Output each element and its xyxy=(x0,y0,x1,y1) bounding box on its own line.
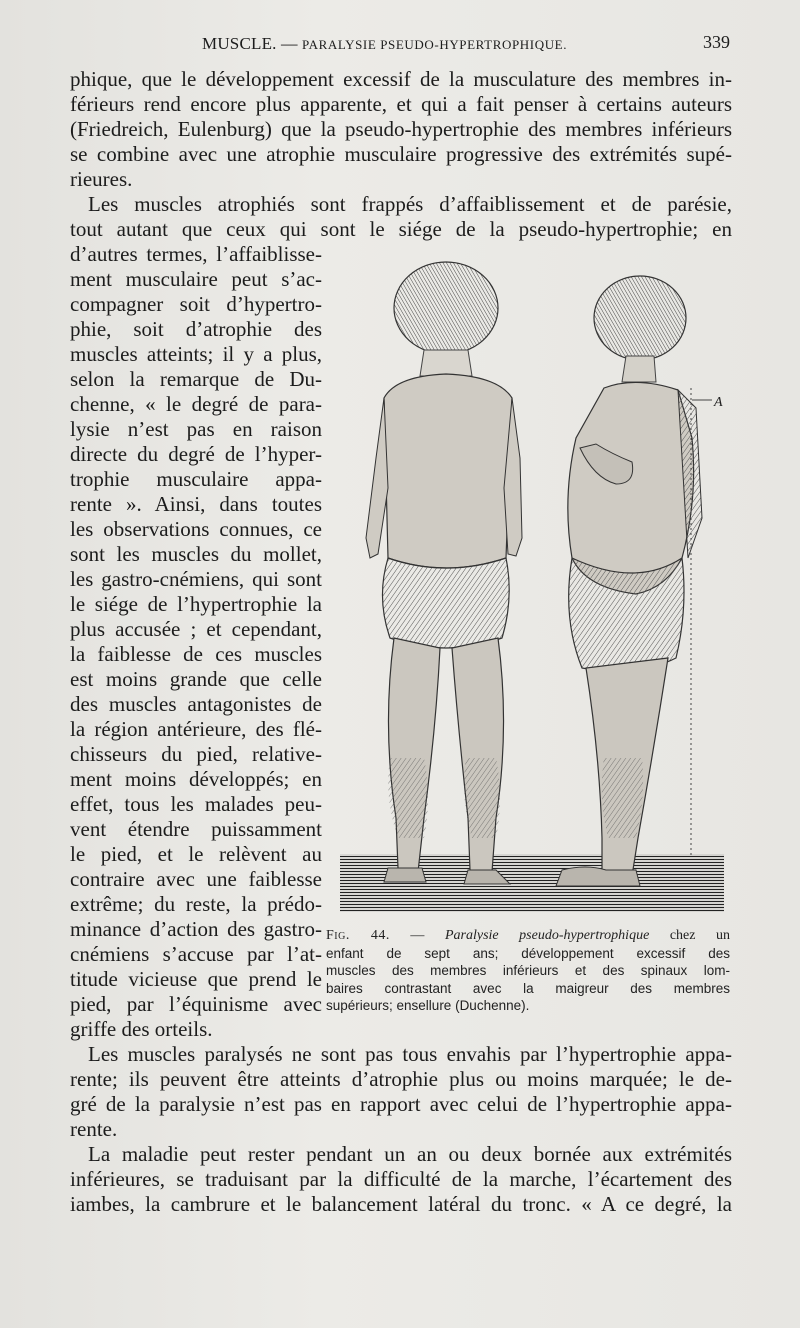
text-line: chisseurs du pied, relative- xyxy=(70,742,322,766)
text-line: compagner soit d’hypertro- xyxy=(70,292,322,316)
text-line: Les muscles paralysés ne sont pas tous envahis par l’hypertrophie appa- xyxy=(88,1042,732,1066)
text-line: griffe des orteils. xyxy=(70,1017,213,1041)
text-line: La maladie peut rester pendant un an ou deux bornée aux extrémités xyxy=(88,1142,732,1166)
text-line: lysie n’est pas en raison xyxy=(70,417,322,441)
text-line: rente. xyxy=(70,1117,118,1141)
page-number: 339 xyxy=(703,32,730,52)
text-line: se combine avec une atrophie musculaire progressive des extrémités supé- xyxy=(70,142,732,166)
text-line: Les muscles atrophiés sont frappés d’affaiblissement et de parésie, xyxy=(88,192,732,216)
text-line: minance d’action des gastro- xyxy=(70,917,322,941)
text-line: phique, que le développement excessif de la musculature des membres in- xyxy=(70,67,732,91)
text-line: directe du degré de l’hyper- xyxy=(70,442,322,466)
text-line: est moins grande que celle xyxy=(70,667,322,691)
text-line: iambes, la cambrure et le balancement latéral du tronc. « A ce degré, la xyxy=(70,1192,732,1216)
caption-label: Fig. 44. xyxy=(326,928,390,943)
text-line: les observations connues, ce xyxy=(70,517,322,541)
marker-label: A xyxy=(714,395,723,410)
caption-title: Paralysie pseudo-hypertrophique xyxy=(444,928,650,943)
text-line: la faiblesse de ces muscles xyxy=(70,642,322,666)
text-line: (Friedreich, Eulenburg) que la pseudo-hypertrophie des membres inférieurs xyxy=(70,117,732,141)
text-line: pied, par l’équinisme avec xyxy=(70,992,322,1016)
text-line: vent étendre puissamment xyxy=(70,817,322,841)
text-line: contraire avec une faiblesse xyxy=(70,867,322,891)
caption-first-tail: chez un xyxy=(669,928,731,943)
child-side-view xyxy=(556,276,702,886)
text-line: rente ». Ainsi, dans toutes xyxy=(70,492,322,516)
text-line: selon la remarque de Du- xyxy=(70,367,322,391)
caption-line: supérieurs; ensellure (Duchenne). xyxy=(326,998,530,1013)
text-line: la région antérieure, des flé- xyxy=(70,717,322,741)
text-line: le pied, et le relèvent au xyxy=(70,842,322,866)
caption-line: muscles des membres inférieurs et des spinaux lom- xyxy=(326,963,730,978)
text-line: inférieures, se traduisant par la difficulté de la marche, l’écartement des xyxy=(70,1167,732,1191)
text-line: d’autres termes, l’affaiblisse- xyxy=(70,242,322,266)
running-head-subtitle: PARALYSIE PSEUDO-HYPERTROPHIQUE. xyxy=(301,37,568,52)
text-line: rieures. xyxy=(70,167,133,191)
text-line: férieurs rend encore plus apparente, et qui a fait penser à certains auteurs xyxy=(70,92,732,116)
caption-line: enfant de sept ans; développement excessif des xyxy=(326,945,730,961)
text-line: cnémiens s’accuse par l’at- xyxy=(70,942,322,966)
caption-dash: — xyxy=(410,928,425,943)
caption-line: baires contrastant avec la maigreur des membres xyxy=(326,980,730,996)
child-back-view xyxy=(366,262,522,884)
text-line: tout autant que ceux qui sont le siége de la pseudo-hypertrophie; en xyxy=(70,217,732,241)
text-line: ment moins développés; en xyxy=(70,767,322,791)
text-line: chenne, « le degré de para- xyxy=(70,392,322,416)
text-line: des muscles antagonistes de xyxy=(70,692,322,716)
text-line: gré de la paralysie n’est pas en rapport avec celui de l’hypertrophie appa- xyxy=(70,1092,732,1116)
figure-engraving xyxy=(336,258,728,922)
text-line: extrême; du reste, la prédo- xyxy=(70,892,322,916)
text-line: titude vicieuse que prend le xyxy=(70,967,322,991)
text-line: phie, soit d’atrophie des xyxy=(70,317,322,341)
text-line: sont les muscles du mollet, xyxy=(70,542,322,566)
running-head-main: MUSCLE. xyxy=(202,34,277,53)
text-line: rente; ils peuvent être atteints d’atrophie plus ou moins marquée; le de- xyxy=(70,1067,732,1091)
text-line: muscles atteints; il y a plus, xyxy=(70,342,322,366)
running-head xyxy=(202,34,567,54)
text-line: effet, tous les malades peu- xyxy=(70,792,322,816)
running-head-separator: — xyxy=(280,34,298,53)
page-header xyxy=(70,32,732,56)
caption-first-line xyxy=(326,927,730,945)
text-line: le siége de l’hypertrophie la xyxy=(70,592,322,616)
text-line: plus accusée ; et cependant, xyxy=(70,617,322,641)
figure-caption xyxy=(326,927,730,1015)
text-line: les gastro-cnémiens, qui sont xyxy=(70,567,322,591)
text-line: trophie musculaire appa- xyxy=(70,467,322,491)
text-line: ment musculaire peut s’ac- xyxy=(70,267,322,291)
